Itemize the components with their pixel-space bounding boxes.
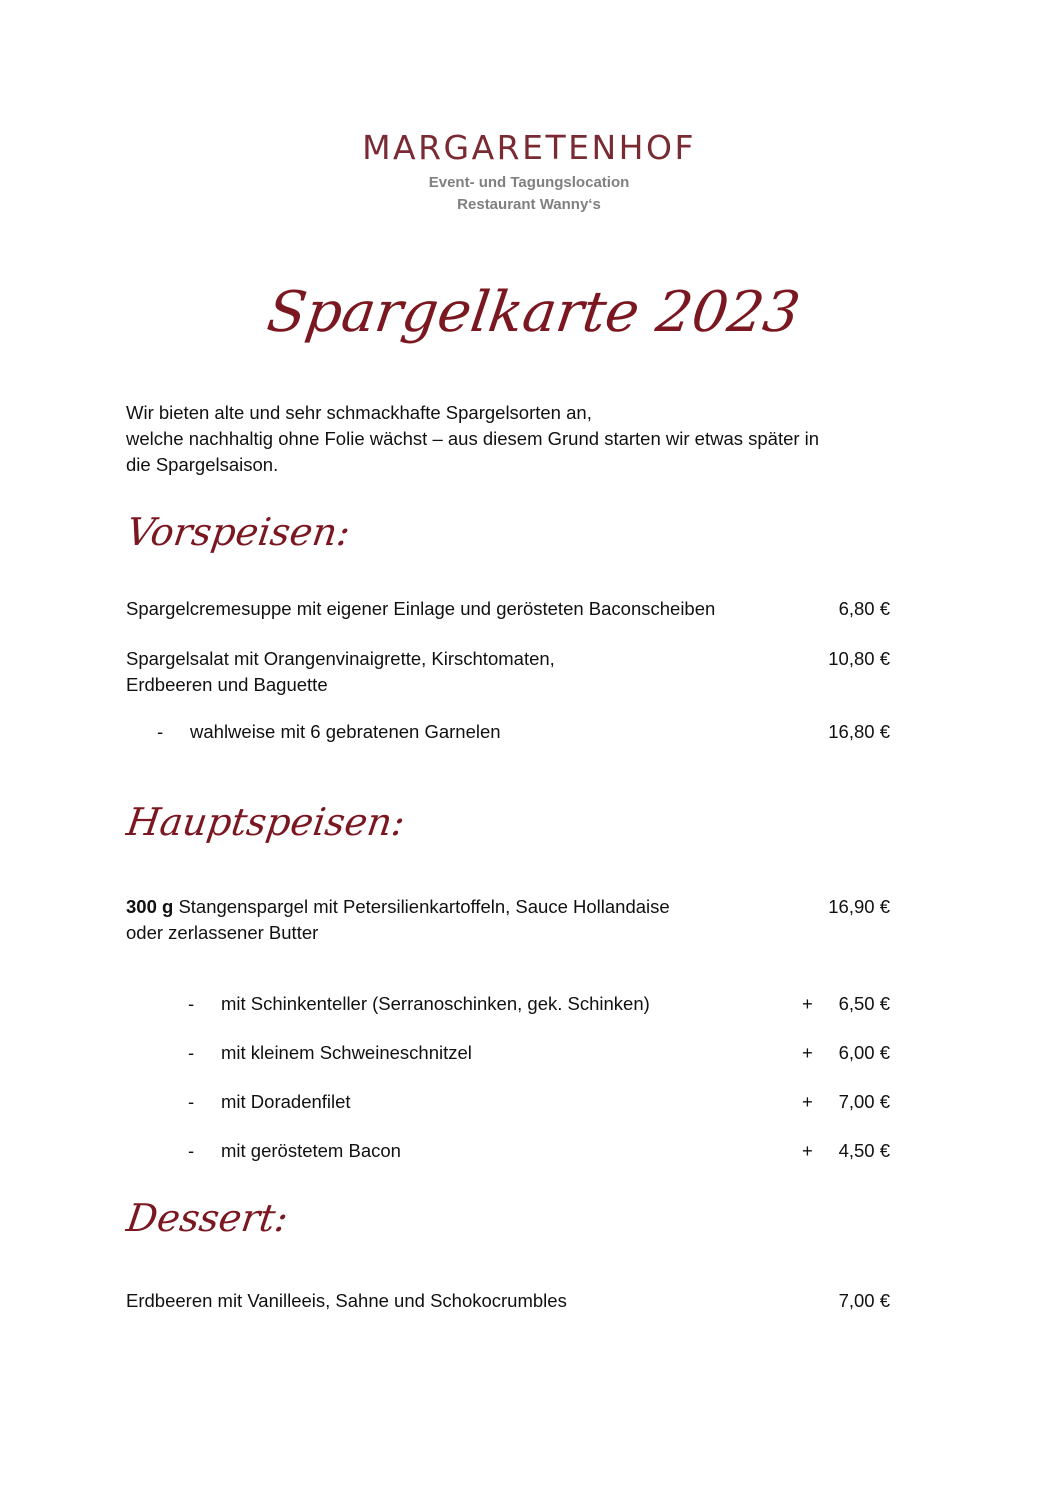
section-heading-dessert: Dessert:: [124, 1196, 291, 1240]
list-dash: -: [188, 1140, 195, 1161]
intro-text: [126, 400, 946, 478]
menu-item-name: Spargelcremesuppe mit eigener Einlage und gerösteten Baconscheiben: [126, 598, 716, 619]
menu-item-price: 7,00 €: [838, 1290, 890, 1311]
menu-item-name-line-1: Spargelsalat mit Orangenvinaigrette, Kirschtomaten,: [126, 648, 555, 669]
menu-item-name-text: Stangenspargel mit Petersilienkartoffeln, Sauce Hollandaise: [173, 896, 670, 917]
extra-item-name: mit Doradenfilet: [221, 1091, 351, 1112]
list-dash: -: [188, 1042, 195, 1063]
extra-item-price: 7,00 €: [838, 1091, 890, 1112]
extra-item-name: mit Schinkenteller (Serranoschinken, gek. Schinken): [221, 993, 650, 1014]
menu-item-main: [126, 894, 670, 946]
menu-item-price: 16,90 €: [828, 896, 890, 917]
list-dash: -: [188, 1091, 195, 1112]
menu-item-price: 16,80 €: [828, 721, 890, 742]
extra-item-name: mit geröstetem Bacon: [221, 1140, 401, 1161]
menu-item-name-line-1: [126, 894, 670, 920]
extra-item-price: 4,50 €: [838, 1140, 890, 1161]
menu-item-name-line-2: Erdbeeren und Baguette: [126, 674, 328, 695]
menu-item-name: Erdbeeren mit Vanilleeis, Sahne und Schokocrumbles: [126, 1290, 567, 1311]
menu-item-price: 6,80 €: [838, 598, 890, 619]
plus-sign: +: [802, 993, 813, 1014]
portion-size: 300 g: [126, 896, 174, 917]
intro-line-3: die Spargelsaison.: [126, 454, 279, 475]
plus-sign: +: [802, 1140, 813, 1161]
extra-item-price: 6,50 €: [838, 993, 890, 1014]
menu-item-name-line-2: oder zerlassener Butter: [126, 922, 319, 943]
page-title: Spargelkarte 2023: [263, 280, 804, 345]
list-dash: -: [157, 721, 164, 742]
brand-logo-text: MARGARETENHOF: [362, 128, 696, 167]
list-dash: -: [188, 993, 195, 1014]
intro-line-1: Wir bieten alte und sehr schmackhafte Spargelsorten an,: [126, 402, 592, 423]
extra-item-price: 6,00 €: [838, 1042, 890, 1063]
section-heading-hauptspeisen: Hauptspeisen:: [124, 800, 408, 844]
brand-subtitle-event: Event- und Tagungslocation: [428, 174, 630, 191]
brand-subtitle-restaurant: Restaurant Wanny‘s: [457, 196, 601, 213]
extra-item-name: mit kleinem Schweineschnitzel: [221, 1042, 472, 1063]
menu-item-name: wahlweise mit 6 gebratenen Garnelen: [190, 721, 501, 742]
intro-line-2: welche nachhaltig ohne Folie wächst – aus diesem Grund starten wir etwas später in: [126, 428, 820, 449]
menu-item-price: 10,80 €: [828, 648, 890, 669]
plus-sign: +: [802, 1091, 813, 1112]
menu-item-name: [126, 646, 555, 698]
section-heading-vorspeisen: Vorspeisen:: [124, 510, 353, 554]
plus-sign: +: [802, 1042, 813, 1063]
